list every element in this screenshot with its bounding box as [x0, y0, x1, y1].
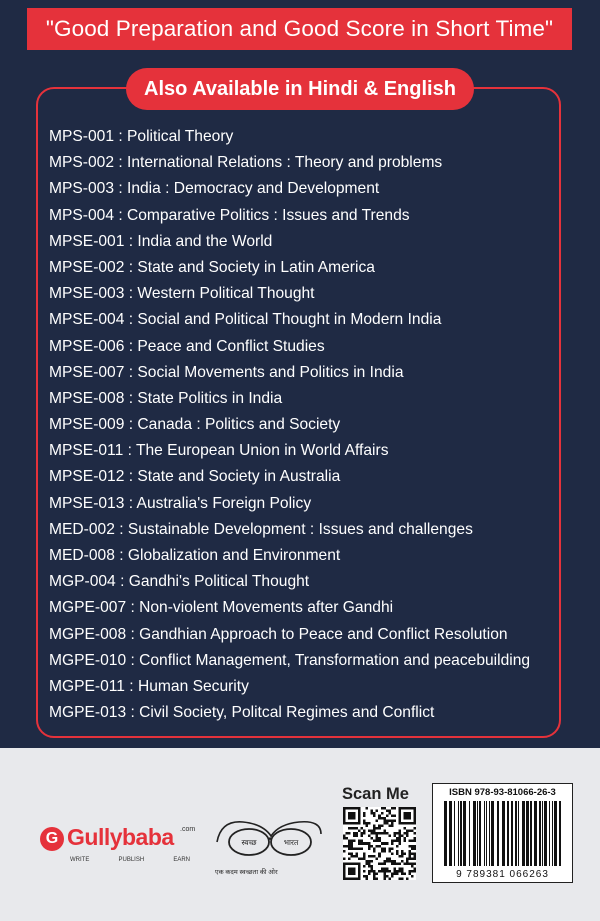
logo-tagline — [70, 857, 190, 863]
swachh-left-text: स्वच्छ — [241, 838, 257, 847]
course-item: MGPE-010 : Conflict Management, Transformation and peacebuilding — [49, 651, 531, 669]
course-item: MPSE-002 : State and Society in Latin America — [49, 258, 375, 276]
availability-badge: Also Available in Hindi & English — [126, 68, 474, 110]
logo-name: Gullybaba — [67, 824, 174, 850]
course-item: MED-002 : Sustainable Development : Issues and challenges — [49, 520, 473, 538]
swachh-caption: एक कदम स्वच्छता की ओर — [215, 869, 278, 876]
course-item: MPSE-008 : State Politics in India — [49, 389, 283, 407]
course-item: MPS-003 : India : Democracy and Development — [49, 180, 380, 198]
course-item: MGPE-007 : Non-violent Movements after Gandhi — [49, 599, 394, 617]
course-item: MPSE-012 : State and Society in Australia — [49, 468, 341, 486]
swachh-bharat-logo — [213, 812, 325, 870]
course-item: MPSE-011 : The European Union in World Affairs — [49, 442, 389, 460]
logo-domain: .com — [180, 826, 196, 833]
gullybaba-logo — [40, 824, 196, 872]
course-item: MPSE-006 : Peace and Conflict Studies — [49, 337, 325, 355]
swachh-right-text: भारत — [283, 838, 299, 847]
course-item: MPSE-009 : Canada : Politics and Society — [49, 416, 341, 434]
isbn-label: ISBN 978-93-81066-26-3 — [449, 787, 556, 798]
course-item: MGPE-008 : Gandhian Approach to Peace and Conflict Resolution — [49, 625, 508, 643]
course-item: MPS-004 : Comparative Politics : Issues and Trends — [49, 206, 410, 224]
course-item: MPSE-004 : Social and Political Thought in Modern India — [49, 311, 442, 329]
course-item: MPS-001 : Political Theory — [49, 128, 234, 145]
course-item: MPSE-013 : Australia's Foreign Policy — [49, 494, 312, 512]
barcode-number: 9 789381 066263 — [456, 869, 549, 880]
isbn-barcode-box — [432, 783, 573, 883]
tagline-write: WRITE — [70, 857, 90, 863]
course-item: MGPE-013 : Civil Society, Politcal Regimes and Conflict — [49, 704, 435, 722]
course-item: MGPE-011 : Human Security — [49, 677, 249, 695]
course-item: MPSE-007 : Social Movements and Politics in India — [49, 363, 404, 381]
course-list — [49, 124, 530, 726]
scan-me-label: Scan Me — [342, 785, 409, 803]
course-item: MED-008 : Globalization and Environment — [49, 547, 341, 564]
course-item: MPS-002 : International Relations : Theory and problems — [49, 154, 443, 172]
course-item: MPSE-003 : Western Political Thought — [49, 285, 315, 303]
logo-mark: G — [40, 827, 64, 851]
course-item: MGP-004 : Gandhi's Political Thought — [49, 573, 310, 591]
qr-code-icon[interactable] — [343, 807, 416, 880]
slogan-banner: "Good Preparation and Good Score in Short Time" — [27, 8, 572, 50]
course-item: MPSE-001 : India and the World — [49, 232, 273, 250]
barcode-icon — [442, 801, 565, 866]
tagline-earn: EARN — [173, 857, 190, 863]
tagline-publish: PUBLISH — [118, 857, 145, 863]
